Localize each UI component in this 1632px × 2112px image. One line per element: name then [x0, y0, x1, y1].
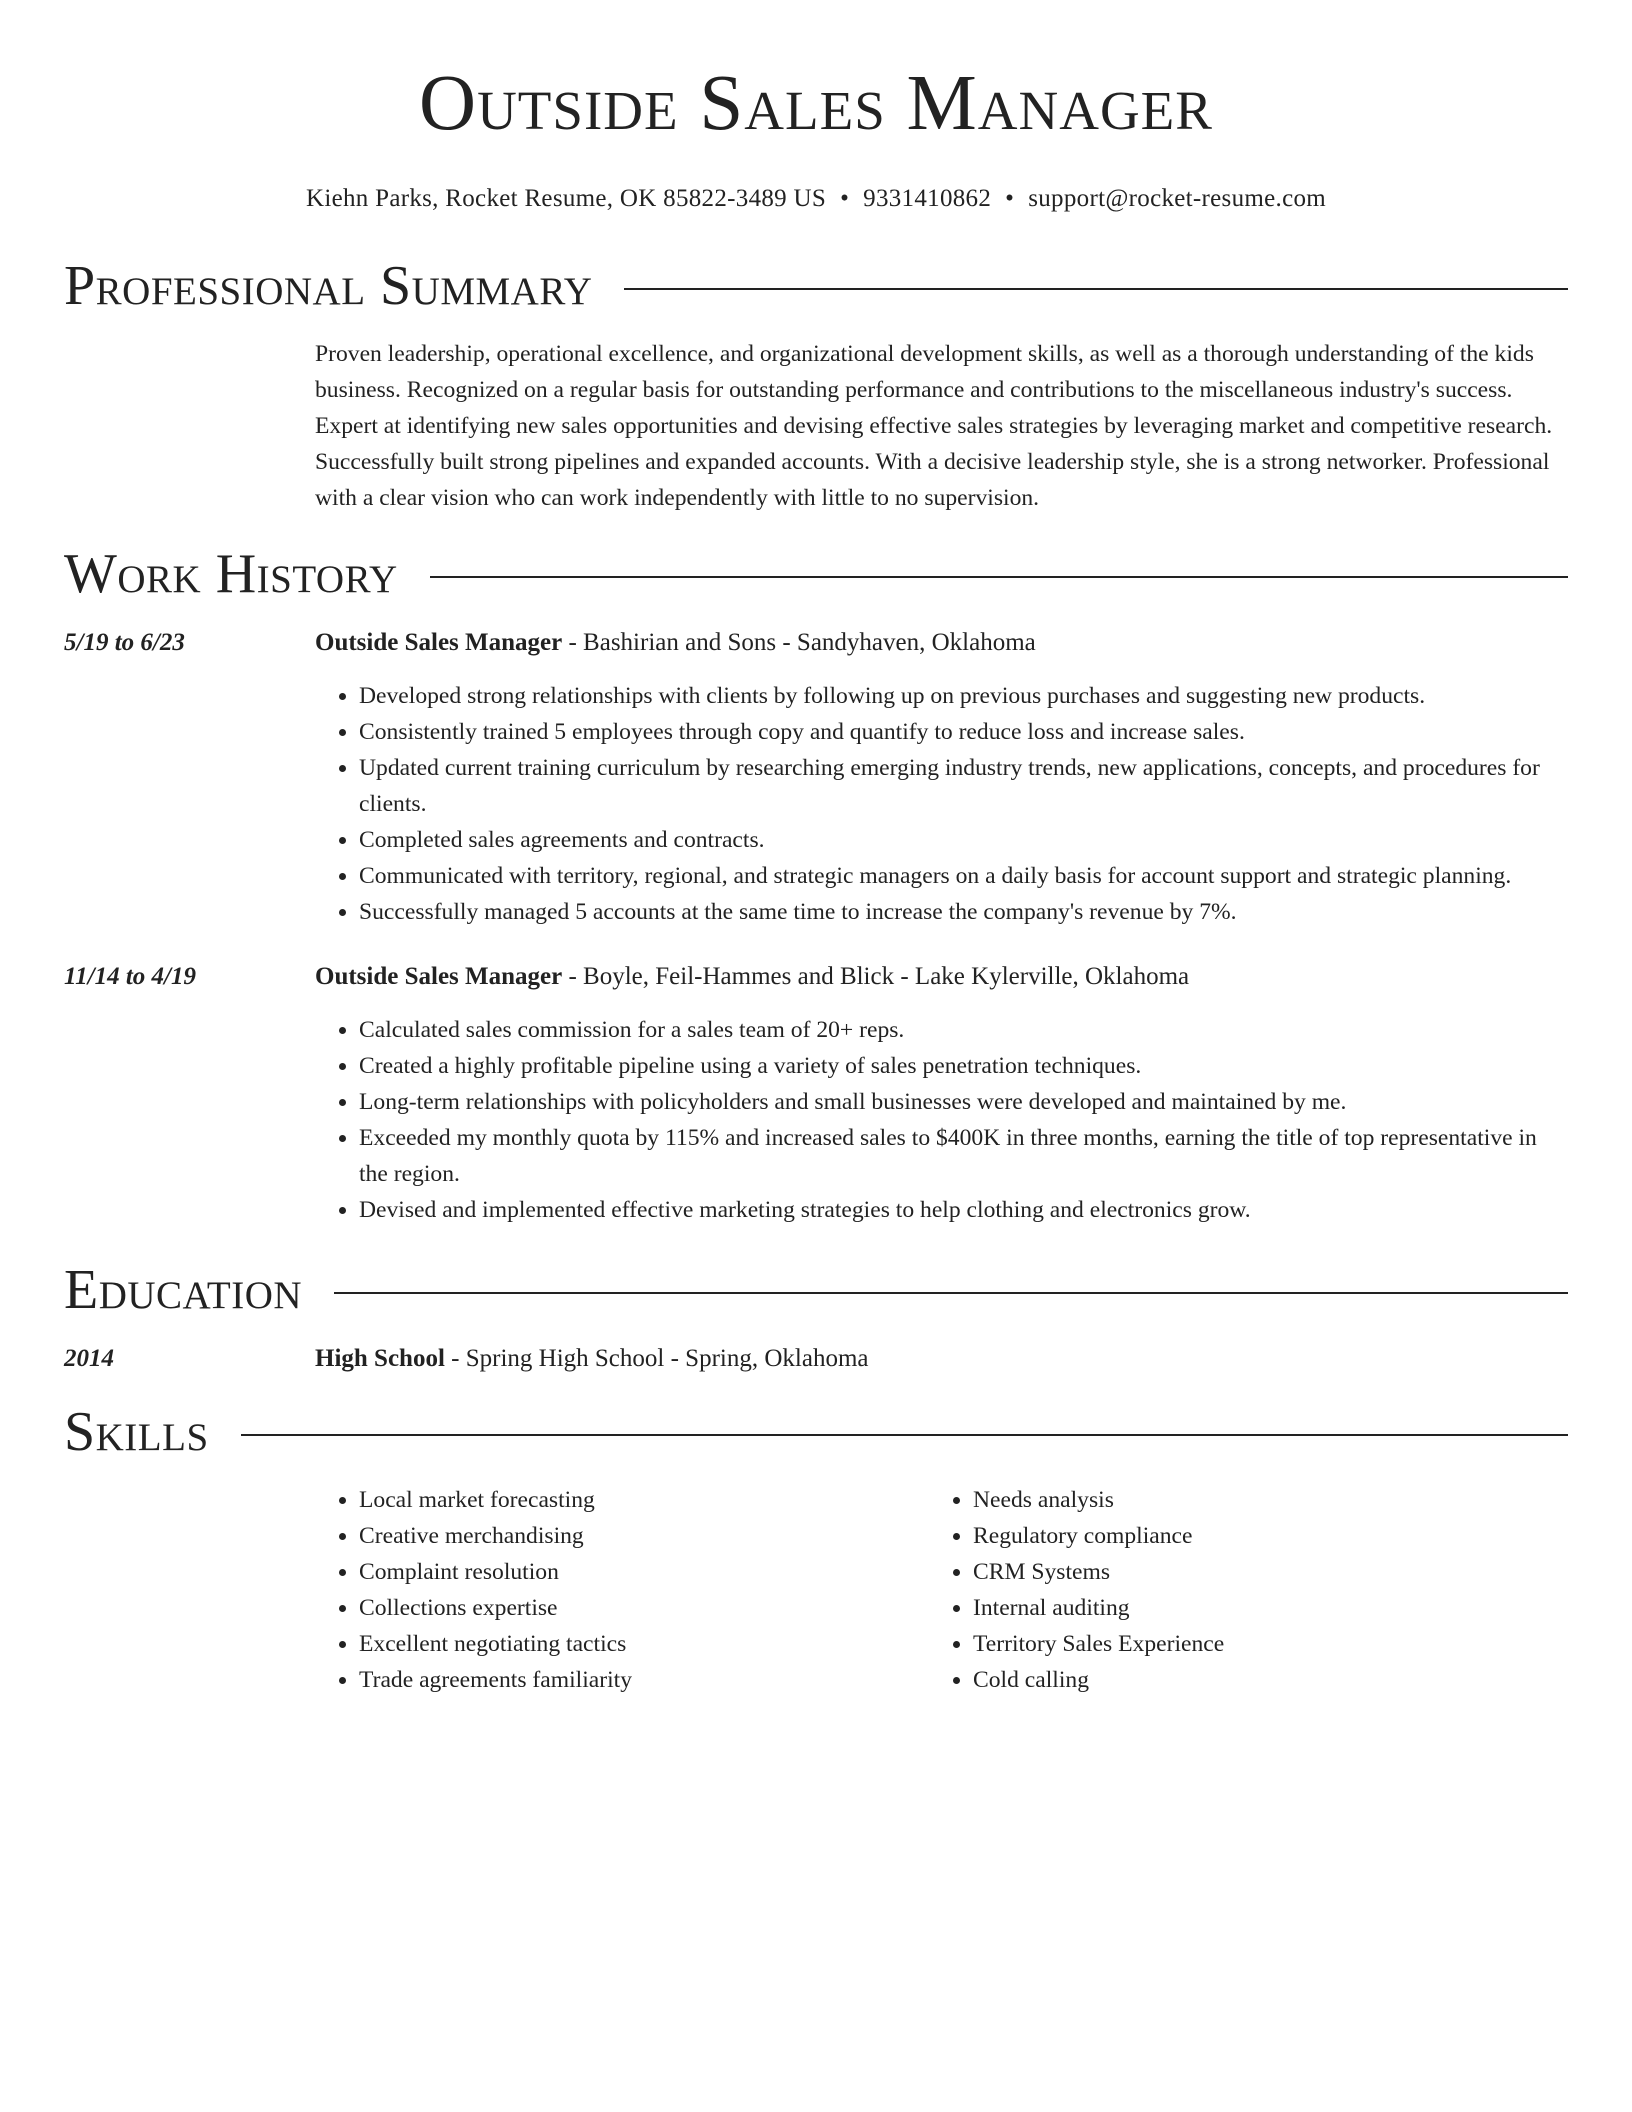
job-bullet: • Created a highly profitable pipeline using a variety of sales penetration techniques. [359, 1048, 1568, 1084]
job-role: Outside Sales Manager [315, 629, 563, 656]
education-entry [64, 1342, 1568, 1376]
work-section-header [64, 542, 1568, 606]
skills-section-title: Skills [64, 1401, 209, 1463]
job-title-line [315, 626, 1568, 660]
job-bullet: • Consistently trained 5 employees through copy and quantify to reduce loss and increase sales. [359, 714, 1568, 750]
skills-list-right [929, 1482, 1543, 1698]
education-line [315, 1342, 1568, 1376]
work-section-title: Work History [64, 543, 398, 605]
skills-list-left [315, 1482, 929, 1698]
skills-section-header [64, 1400, 1568, 1464]
skills-columns [315, 1482, 1568, 1698]
section-divider [241, 1434, 1568, 1436]
job-bullet: • Successfully managed 5 accounts at the same time to increase the company's revenue by 7%. [359, 894, 1568, 930]
section-divider [430, 576, 1568, 578]
skill-item: • Trade agreements familiarity [359, 1662, 929, 1698]
job-dates: 11/14 to 4/19 [64, 963, 196, 990]
contact-line [64, 184, 1568, 214]
summary-section-header [64, 254, 1568, 318]
job-bullet: • Long-term relationships with policyholders and small businesses were developed and maintained by me. [359, 1084, 1568, 1120]
job-title-line [315, 960, 1568, 994]
section-divider [334, 1292, 1568, 1294]
job-entry-header [64, 960, 1568, 994]
section-divider [624, 288, 1568, 290]
job-bullet: • Devised and implemented effective marketing strategies to help clothing and electronics grow. [359, 1192, 1568, 1228]
summary-section-title: Professional Summary [64, 255, 593, 317]
contact-phone: 9331410862 [863, 185, 992, 212]
job-details: - Boyle, Feil-Hammes and Blick - Lake Kylerville, Oklahoma [562, 963, 1190, 990]
skill-item: • Regulatory compliance [973, 1518, 1543, 1554]
job-entry-header [64, 626, 1568, 660]
job-details: - Bashirian and Sons - Sandyhaven, Oklahoma [562, 629, 1036, 656]
job-bullet: • Developed strong relationships with clients by following up on previous purchases and suggesting new products. [359, 678, 1568, 714]
education-section-header [64, 1258, 1568, 1322]
job-bullet: • Calculated sales commission for a sales team of 20+ reps. [359, 1012, 1568, 1048]
skill-item: • Collections expertise [359, 1590, 929, 1626]
skill-item: • Cold calling [973, 1662, 1543, 1698]
education-details: - Spring High School - Spring, Oklahoma [444, 1345, 869, 1372]
resume-title: Outside Sales Manager [419, 60, 1213, 147]
contact-email: support@rocket-resume.com [1028, 185, 1327, 212]
contact-separator: • [840, 185, 850, 212]
skill-item: • Territory Sales Experience [973, 1626, 1543, 1662]
skill-item: • Creative merchandising [359, 1518, 929, 1554]
skill-item: • CRM Systems [973, 1554, 1543, 1590]
job-bullet: • Exceeded my monthly quota by 115% and increased sales to $400K in three months, earning the title of top representative in the region. [359, 1120, 1568, 1192]
job-dates: 5/19 to 6/23 [64, 629, 185, 656]
skill-item: • Needs analysis [973, 1482, 1543, 1518]
contact-address: Kiehn Parks, Rocket Resume, OK 85822-3489 US [305, 185, 827, 212]
job-bullet-list [315, 1012, 1568, 1228]
skill-item: • Internal auditing [973, 1590, 1543, 1626]
summary-text: Proven leadership, operational excellence, and organizational development skills, as well as a thorough understanding of the kids business. Recognized on a regular basis for outstanding performance and contributions to the miscellaneous industry's success. Expert at identifying new sales opportunities and devising effective sales strategies by leveraging market and competitive research. Successfully built strong pipelines and expanded accounts. With a decisive leadership style, she is a strong networker. Professional with a clear vision who can work independently with little to no supervision. [315, 341, 1553, 511]
job-role: Outside Sales Manager [315, 963, 563, 990]
skill-item: • Complaint resolution [359, 1554, 929, 1590]
education-section-title: Education [64, 1259, 303, 1321]
education-year: 2014 [64, 1345, 114, 1372]
education-degree: High School [315, 1345, 445, 1372]
skill-item: • Local market forecasting [359, 1482, 929, 1518]
job-bullet: • Completed sales agreements and contracts. [359, 822, 1568, 858]
job-bullet: • Updated current training curriculum by researching emerging industry trends, new applications, concepts, and procedures for clients. [359, 750, 1568, 822]
skill-item: • Excellent negotiating tactics [359, 1626, 929, 1662]
contact-separator: • [1005, 185, 1015, 212]
job-bullet-list [315, 678, 1568, 930]
job-bullet: • Communicated with territory, regional, and strategic managers on a daily basis for account support and strategic planning. [359, 858, 1568, 894]
